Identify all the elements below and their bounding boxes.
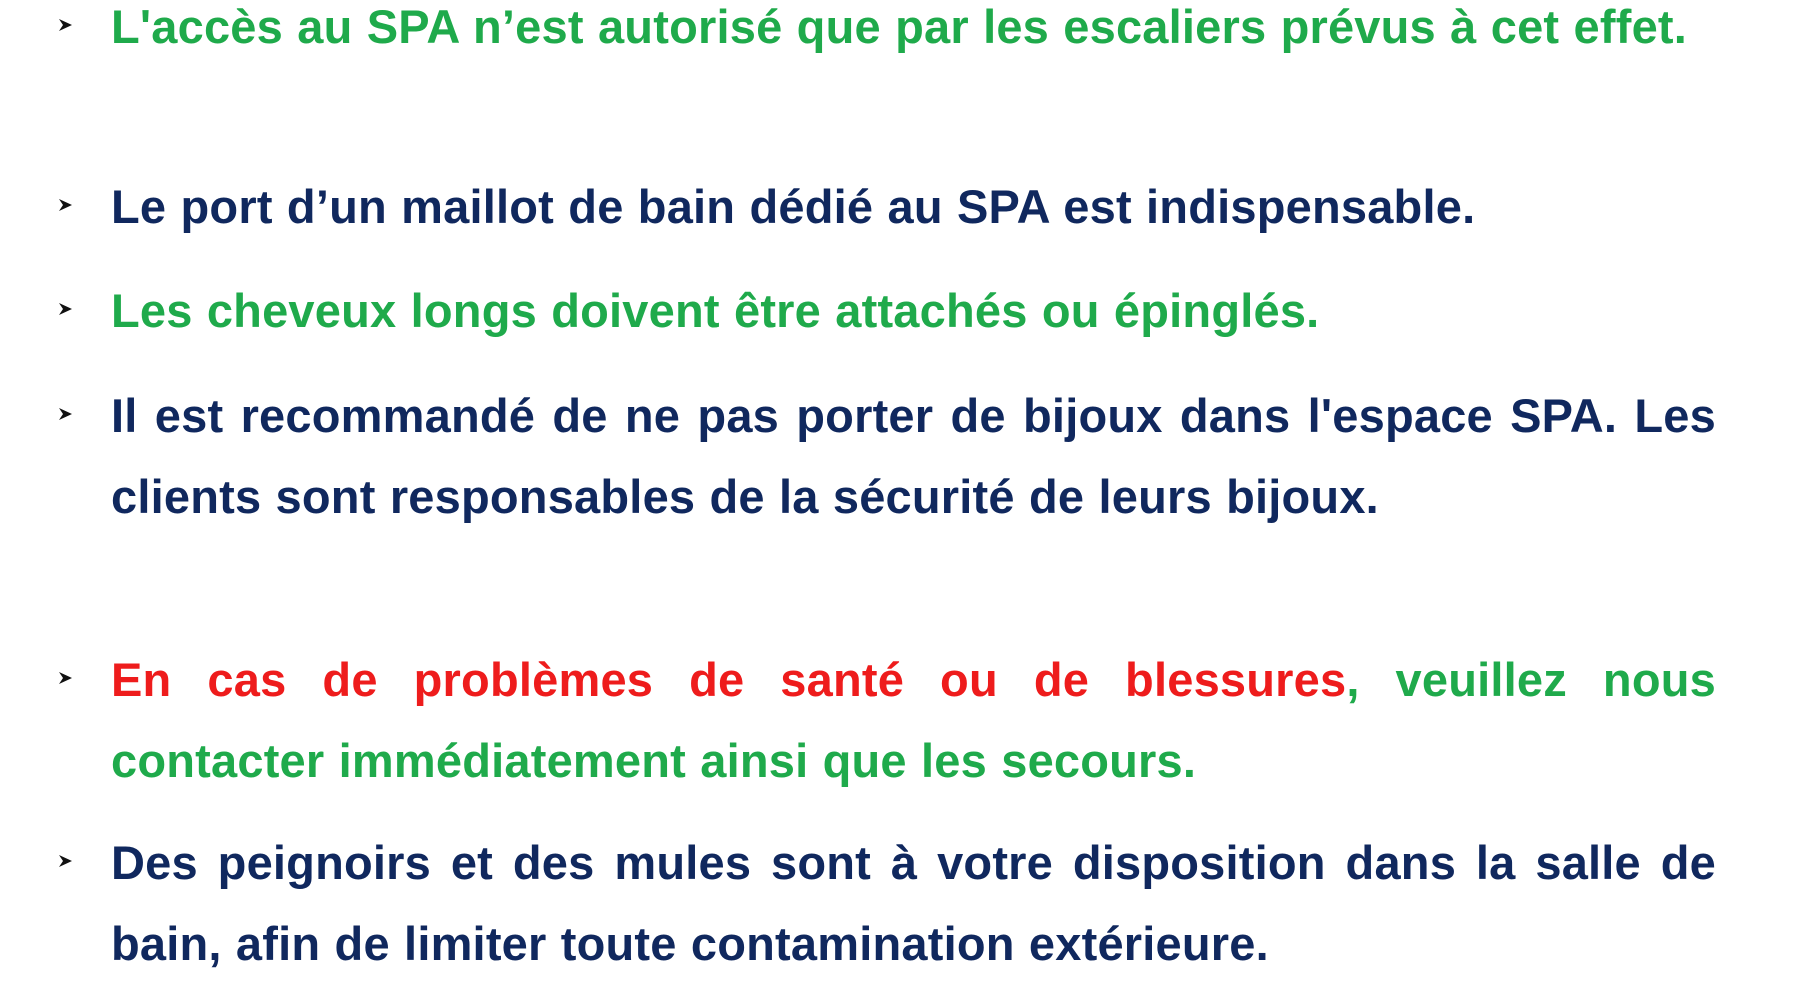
rule-text: [111, 270, 1716, 351]
rule-text-segment: Les cheveux longs doivent être attachés ou épinglés.: [111, 284, 1320, 337]
arrowhead-bullet-icon: [56, 195, 76, 215]
rule-text-segment: Des peignoirs et des mules sont à votre disposition dans la salle de bain, afin de limiter toute contamination extérieure.: [111, 836, 1716, 970]
rule-text-warning-segment: En cas de problèmes de santé ou de blessures: [111, 653, 1347, 706]
rule-text: [111, 375, 1716, 537]
rule-text-segment: Le port d’un maillot de bain dédié au SPA est indispensable.: [111, 180, 1476, 233]
rule-text: [111, 0, 1716, 67]
arrowhead-bullet-icon: [56, 851, 76, 871]
rule-text: [111, 639, 1716, 801]
arrowhead-bullet-icon: [56, 668, 76, 688]
rule-text-segment: Il est recommandé de ne pas porter de bijoux dans l'espace SPA. Les clients sont responsables de la sécurité de leurs bijoux.: [111, 389, 1716, 523]
arrowhead-bullet-icon: [56, 299, 76, 319]
rule-text-segment: , veuillez nous contacter immédiatement ainsi que les secours.: [111, 653, 1716, 787]
rule-text: [111, 166, 1716, 247]
rule-text: [111, 822, 1716, 984]
arrowhead-bullet-icon: [56, 404, 76, 424]
arrowhead-bullet-icon: [56, 15, 76, 35]
rule-text-segment: L'accès au SPA n’est autorisé que par les escaliers prévus à cet effet.: [111, 0, 1688, 53]
